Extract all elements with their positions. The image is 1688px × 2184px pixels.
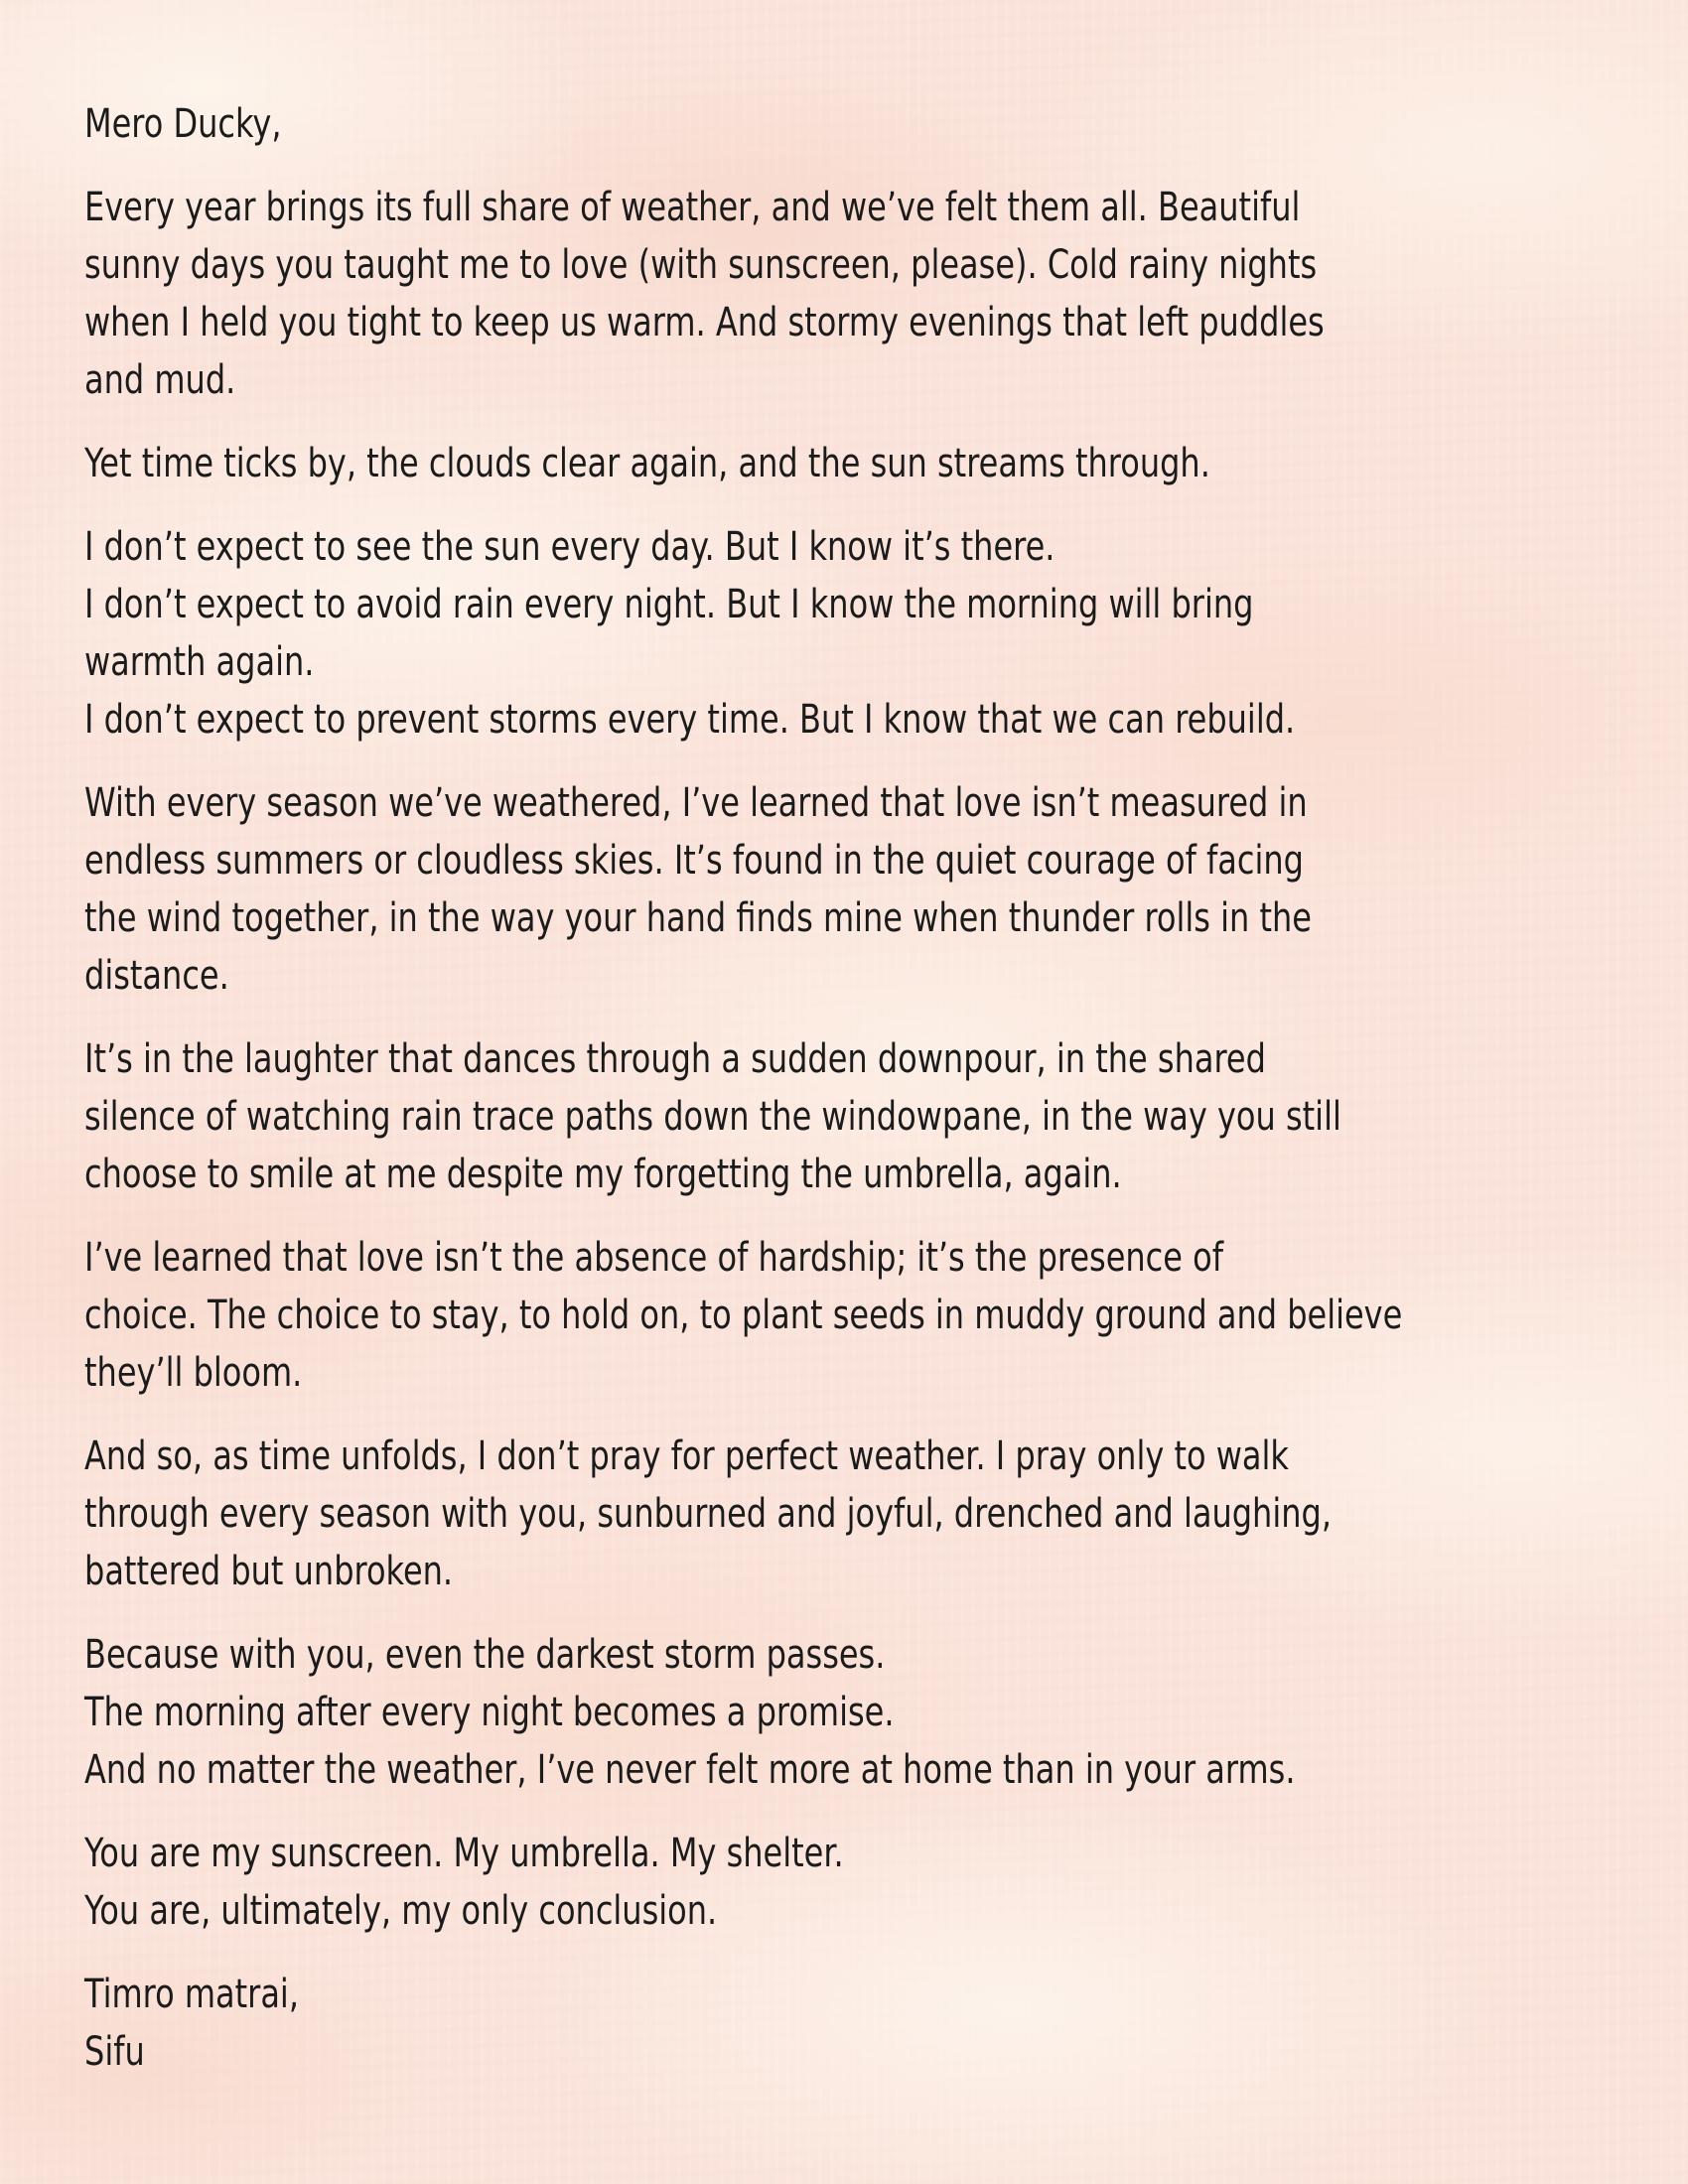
letter-paragraph: [84, 774, 1336, 1005]
letter-line: choose to smile at me despite my forgetting the umbrella, again.: [84, 1152, 1122, 1197]
letter-line: With every season we’ve weathered, I’ve learned that love isn’t measured in: [84, 780, 1308, 826]
letter-line: Timro matrai,: [84, 1972, 299, 2017]
letter-line: distance.: [84, 953, 229, 999]
letter-line: And so, as time unfolds, I don’t pray for perfect weather. I pray only to walk: [84, 1433, 1289, 1479]
letter-line: And no matter the weather, I’ve never felt more at home than in your arms.: [84, 1747, 1296, 1793]
letter-paragraph: [84, 435, 1336, 492]
letter-line: I don’t expect to see the sun every day. But I know it’s there.: [84, 524, 1055, 570]
letter-line: choice. The choice to stay, to hold on, to plant seeds in muddy ground and believe: [84, 1293, 1403, 1338]
letter-line: they’ll bloom.: [84, 1350, 303, 1396]
letter-paragraph: [84, 179, 1336, 409]
letter-salutation-block: [84, 95, 1336, 153]
letter-line: Yet time ticks by, the clouds clear again, and the sun streams through.: [84, 441, 1210, 486]
letter-paragraph: [84, 518, 1336, 749]
letter-line: I’ve learned that love isn’t the absence of hardship; it’s the presence of: [84, 1235, 1223, 1281]
letter-line: It’s in the laughter that dances through a sudden downpour, in the shared: [84, 1036, 1266, 1082]
letter-line: Every year brings its full share of weather, and we’ve felt them all. Beautiful: [84, 185, 1301, 230]
letter-line: You are, ultimately, my only conclusion.: [84, 1888, 718, 1934]
letter-paragraph: [84, 1626, 1336, 1799]
letter-line: when I held you tight to keep us warm. And stormy evenings that left puddles: [84, 300, 1325, 345]
letter-line: endless summers or cloudless skies. It’s found in the quiet courage of facing: [84, 838, 1304, 884]
letter-salutation: Mero Ducky,: [84, 101, 282, 147]
letter-body: [84, 179, 1403, 1940]
letter-line: The morning after every night becomes a promise.: [84, 1690, 895, 1735]
letter-line: I don’t expect to prevent storms every time. But I know that we can rebuild.: [84, 697, 1296, 743]
letter-line: through every season with you, sunburned and joyful, drenched and laughing,: [84, 1491, 1332, 1537]
letter-line: silence of watching rain trace paths down the windowpane, in the way you still: [84, 1094, 1341, 1140]
letter-paragraph: [84, 1229, 1403, 1402]
letter-paragraph: [84, 1966, 1336, 2081]
letter-line: Because with you, even the darkest storm passes.: [84, 1632, 886, 1678]
letter-line: I don’t expect to avoid rain every night. But I know the morning will bring: [84, 582, 1254, 627]
letter-line: warmth again.: [84, 639, 315, 685]
letter-paragraph: [84, 1825, 1336, 1940]
letter-line: and mud.: [84, 357, 236, 403]
letter-paragraph: [84, 1428, 1336, 1600]
letter-paragraph: [84, 1030, 1341, 1203]
letter-content: [84, 95, 1648, 2107]
letter-line: battered but unbroken.: [84, 1549, 454, 1594]
letter-line: sunny days you taught me to love (with sunscreen, please). Cold rainy nights: [84, 242, 1318, 288]
letter-line: Sifu: [84, 2029, 145, 2075]
letter-closing: [84, 1966, 1336, 2081]
letter-line: the wind together, in the way your hand finds mine when thunder rolls in the: [84, 895, 1312, 941]
letter-line: You are my sunscreen. My umbrella. My shelter.: [84, 1831, 844, 1876]
